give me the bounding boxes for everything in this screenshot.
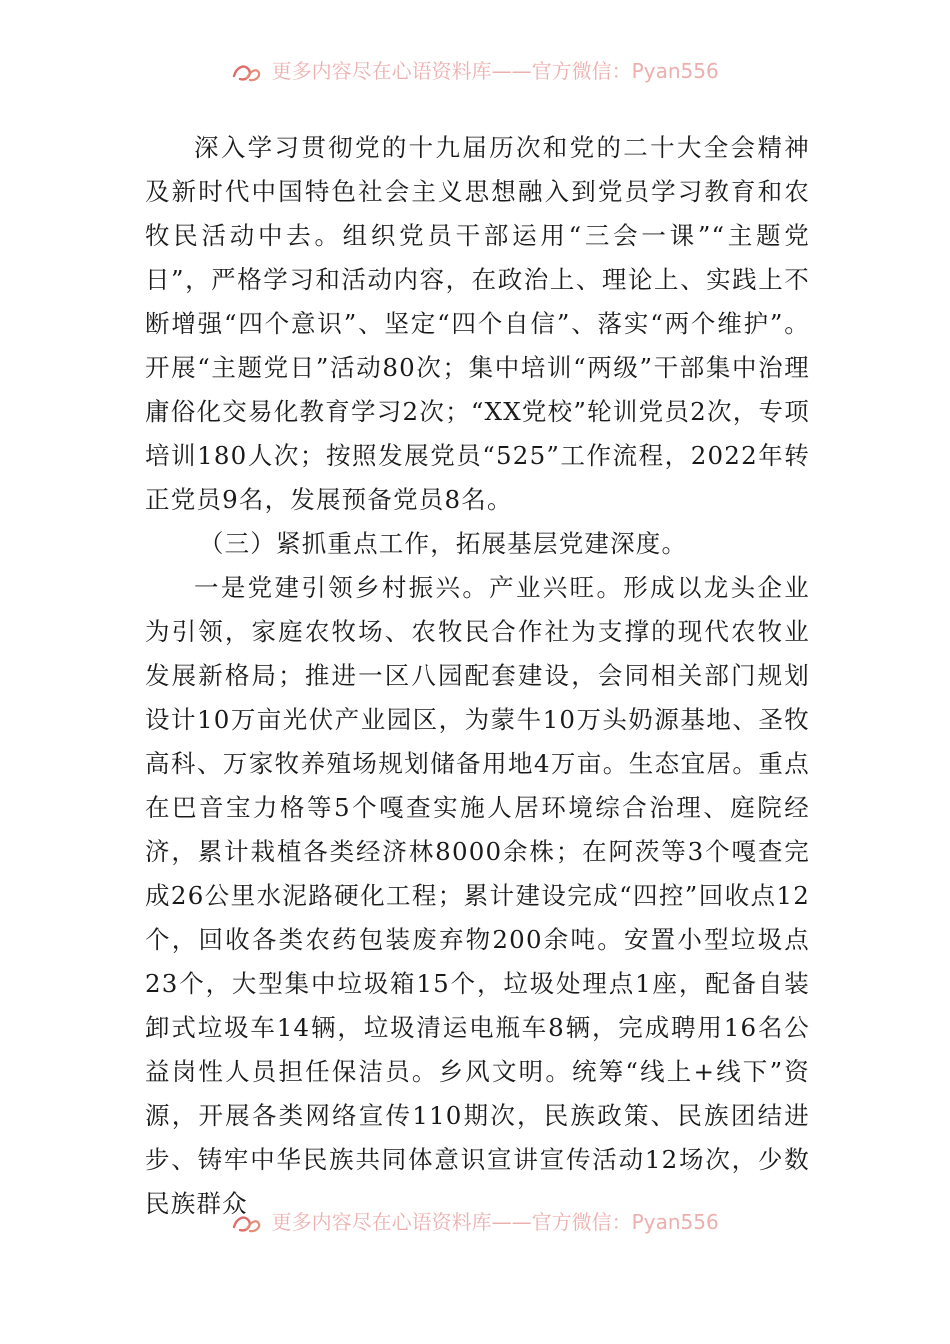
paragraph: 深入学习贯彻党的十九届历次和党的二十大全会精神及新时代中国特色社会主义思想融入到党员学习教育和农牧民活动中去。组织党员干部运用“三会一课”“主题党日”，严格学习和活动内容，在政治上、理论上、实践上不断增强“四个意识”、坚定“四个自信”、落实“两个维护”。开展“主题党日”活动80次；集中培训“两级”干部集中治理庸俗化交易化教育学习2次；“XX党校”轮训党员2次，专项培训180人次；按照发展党员“525”工作流程，2022年转正党员9名，发展预备党员8名。 xyxy=(145,133,810,514)
watermark-text: 更多内容尽在心语资料库——官方微信：Pyan556 xyxy=(271,1210,719,1234)
header-watermark xyxy=(0,56,950,86)
logo-icon xyxy=(231,1213,261,1235)
footer-watermark xyxy=(0,1207,950,1237)
logo-icon xyxy=(231,62,261,84)
section-heading: （三）紧抓重点工作，拓展基层党建深度。 xyxy=(198,529,688,558)
watermark-text: 更多内容尽在心语资料库——官方微信：Pyan556 xyxy=(271,59,719,83)
paragraph: 一是党建引领乡村振兴。产业兴旺。形成以龙头企业为引领，家庭农牧场、农牧民合作社为支撑的现代农牧业发展新格局；推进一区八园配套建设，会同相关部门规划设计10万亩光伏产业园区，为蒙牛10万头奶源基地、圣牧高科、万家牧养殖场规划储备用地4万亩。生态宜居。重点在巴音宝力格等5个嘎查实施人居环境综合治理、庭院经济，累计栽植各类经济林8000余株；在阿茨等3个嘎查完成26公里水泥路硬化工程；累计建设完成“四控”回收点12个，回收各类农药包装废弃物200余吨。安置小型垃圾点23个，大型集中垃圾箱15个，垃圾处理点1座，配备自装卸式垃圾车14辆，垃圾清运电瓶车8辆，完成聘用16名公益岗性人员担任保洁员。乡风文明。统筹“线上+线下”资源，开展各类网络宣传110期次，民族政策、民族团结进步、铸牢中华民族共同体意识宣讲宣传活动12场次，少数民族群众 xyxy=(145,573,810,1218)
document-body xyxy=(145,126,810,1226)
